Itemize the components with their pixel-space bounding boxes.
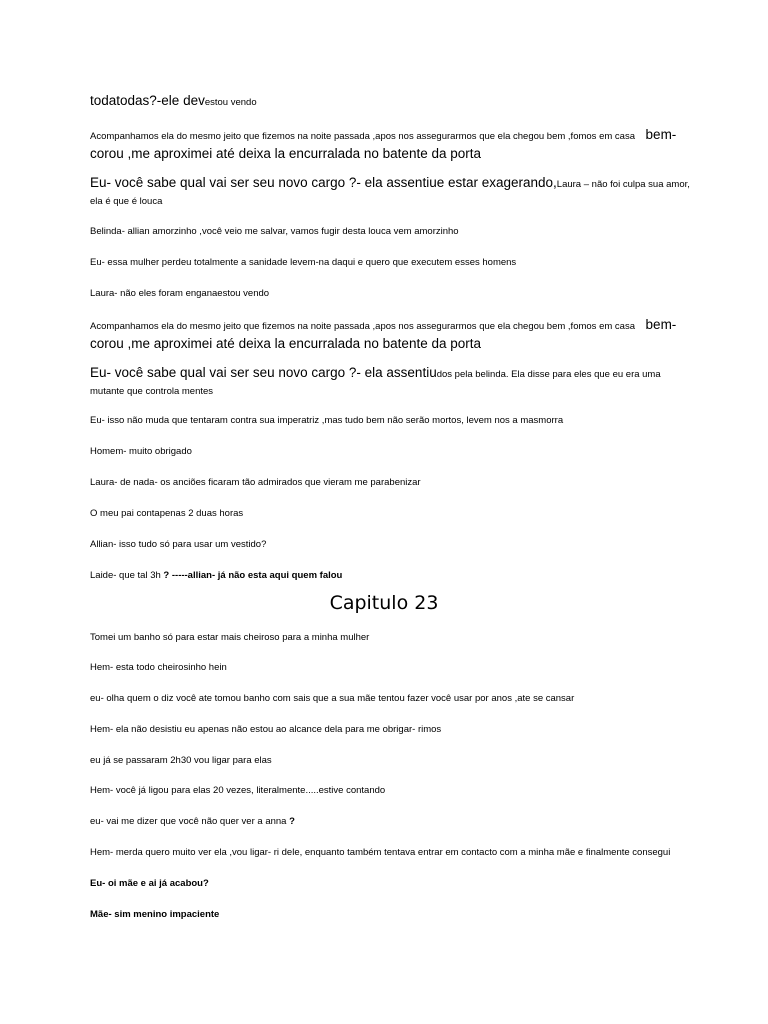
- text-paragraph: [90, 569, 690, 582]
- text-plain: Laide- que tal 3h: [90, 570, 164, 581]
- text-paragraph: [90, 126, 690, 164]
- text-large: todatodas?-ele dev: [90, 93, 205, 108]
- text-paragraph: Eu- isso não muda que tentaram contra sua imperatriz ,mas tudo bem não serão mortos, levem nos a masmorra: [90, 415, 564, 426]
- text-paragraph: eu- olha quem o diz você ate tomou banho com sais que a sua mãe tentou fazer você usar por anos ,ate se cansar: [90, 693, 575, 704]
- chapter-heading: Capitulo 23: [329, 592, 439, 614]
- text-paragraph: O meu pai contapenas 2 duas horas: [90, 508, 244, 519]
- text-paragraph: Eu- essa mulher perdeu totalmente a sanidade levem-na daqui e quero que executem esses homens: [90, 257, 517, 268]
- text-small: Acompanhamos ela do mesmo jeito que fizemos na noite passada ,apos nos assegurarmos que ela chegou bem ,fomos em casa: [90, 321, 635, 332]
- text-plain: eu- vai me dizer que você não quer ver a anna: [90, 816, 290, 827]
- text-paragraph: [90, 316, 690, 354]
- text-small: Laura – não foi culpa sua amor, ela é que é louca: [90, 179, 690, 207]
- text-small: estou vendo: [204, 97, 257, 108]
- text-paragraph: eu já se passaram 2h30 vou ligar para elas: [90, 755, 272, 766]
- text-large: Eu- você sabe qual vai ser seu novo cargo ?- ela assentiu: [90, 365, 437, 380]
- text-paragraph: Mãe- sim menino impaciente: [90, 909, 220, 920]
- text-paragraph: Homem- muito obrigado: [90, 446, 192, 457]
- text-paragraph: Belinda- allian amorzinho ,você veio me salvar, vamos fugir desta louca vem amorzinho: [90, 226, 459, 237]
- text-bold: ? -----allian- já não esta aqui quem falou: [163, 570, 343, 581]
- text-small: Acompanhamos ela do mesmo jeito que fizemos na noite passada ,apos nos assegurarmos que ela chegou bem ,fomos em casa: [90, 131, 635, 142]
- text-paragraph: Hem- ela não desistiu eu apenas não estou ao alcance dela para me obrigar- rimos: [90, 724, 442, 735]
- text-paragraph: Hem- merda quero muito ver ela ,vou ligar- ri dele, enquanto também tentava entrar em contacto com a minha mãe e finalmente consegui: [90, 847, 671, 858]
- text-paragraph: [90, 94, 690, 109]
- text-paragraph: Hem- você já ligou para elas 20 vezes, literalmente.....estive contando: [90, 785, 386, 796]
- text-small: dos pela belinda. Ela disse para eles que eu era uma mutante que controla mentes: [90, 369, 661, 397]
- text-paragraph: [90, 815, 690, 828]
- text-paragraph: [90, 364, 690, 400]
- text-large: bem-corou ,me aproximei até deixa la encurralada no batente da porta: [90, 127, 677, 161]
- text-paragraph: Tomei um banho só para estar mais cheiroso para a minha mulher: [90, 632, 370, 643]
- text-large: Eu- você sabe qual vai ser seu novo cargo ?- ela assentiue estar exagerando,: [90, 175, 557, 190]
- text-paragraph: Laura- não eles foram enganaestou vendo: [90, 288, 270, 299]
- text-paragraph: Hem- esta todo cheirosinho hein: [90, 662, 227, 673]
- text-large: bem-corou ,me aproximei até deixa la encurralada no batente da porta: [90, 317, 677, 351]
- text-paragraph: [90, 174, 690, 210]
- text-paragraph: Eu- oi mãe e ai já acabou?: [90, 878, 209, 889]
- text-paragraph: Laura- de nada- os anciões ficaram tão admirados que vieram me parabenizar: [90, 477, 421, 488]
- text-paragraph: Allian- isso tudo só para usar um vestido?: [90, 539, 267, 550]
- text-bold: ?: [289, 816, 295, 827]
